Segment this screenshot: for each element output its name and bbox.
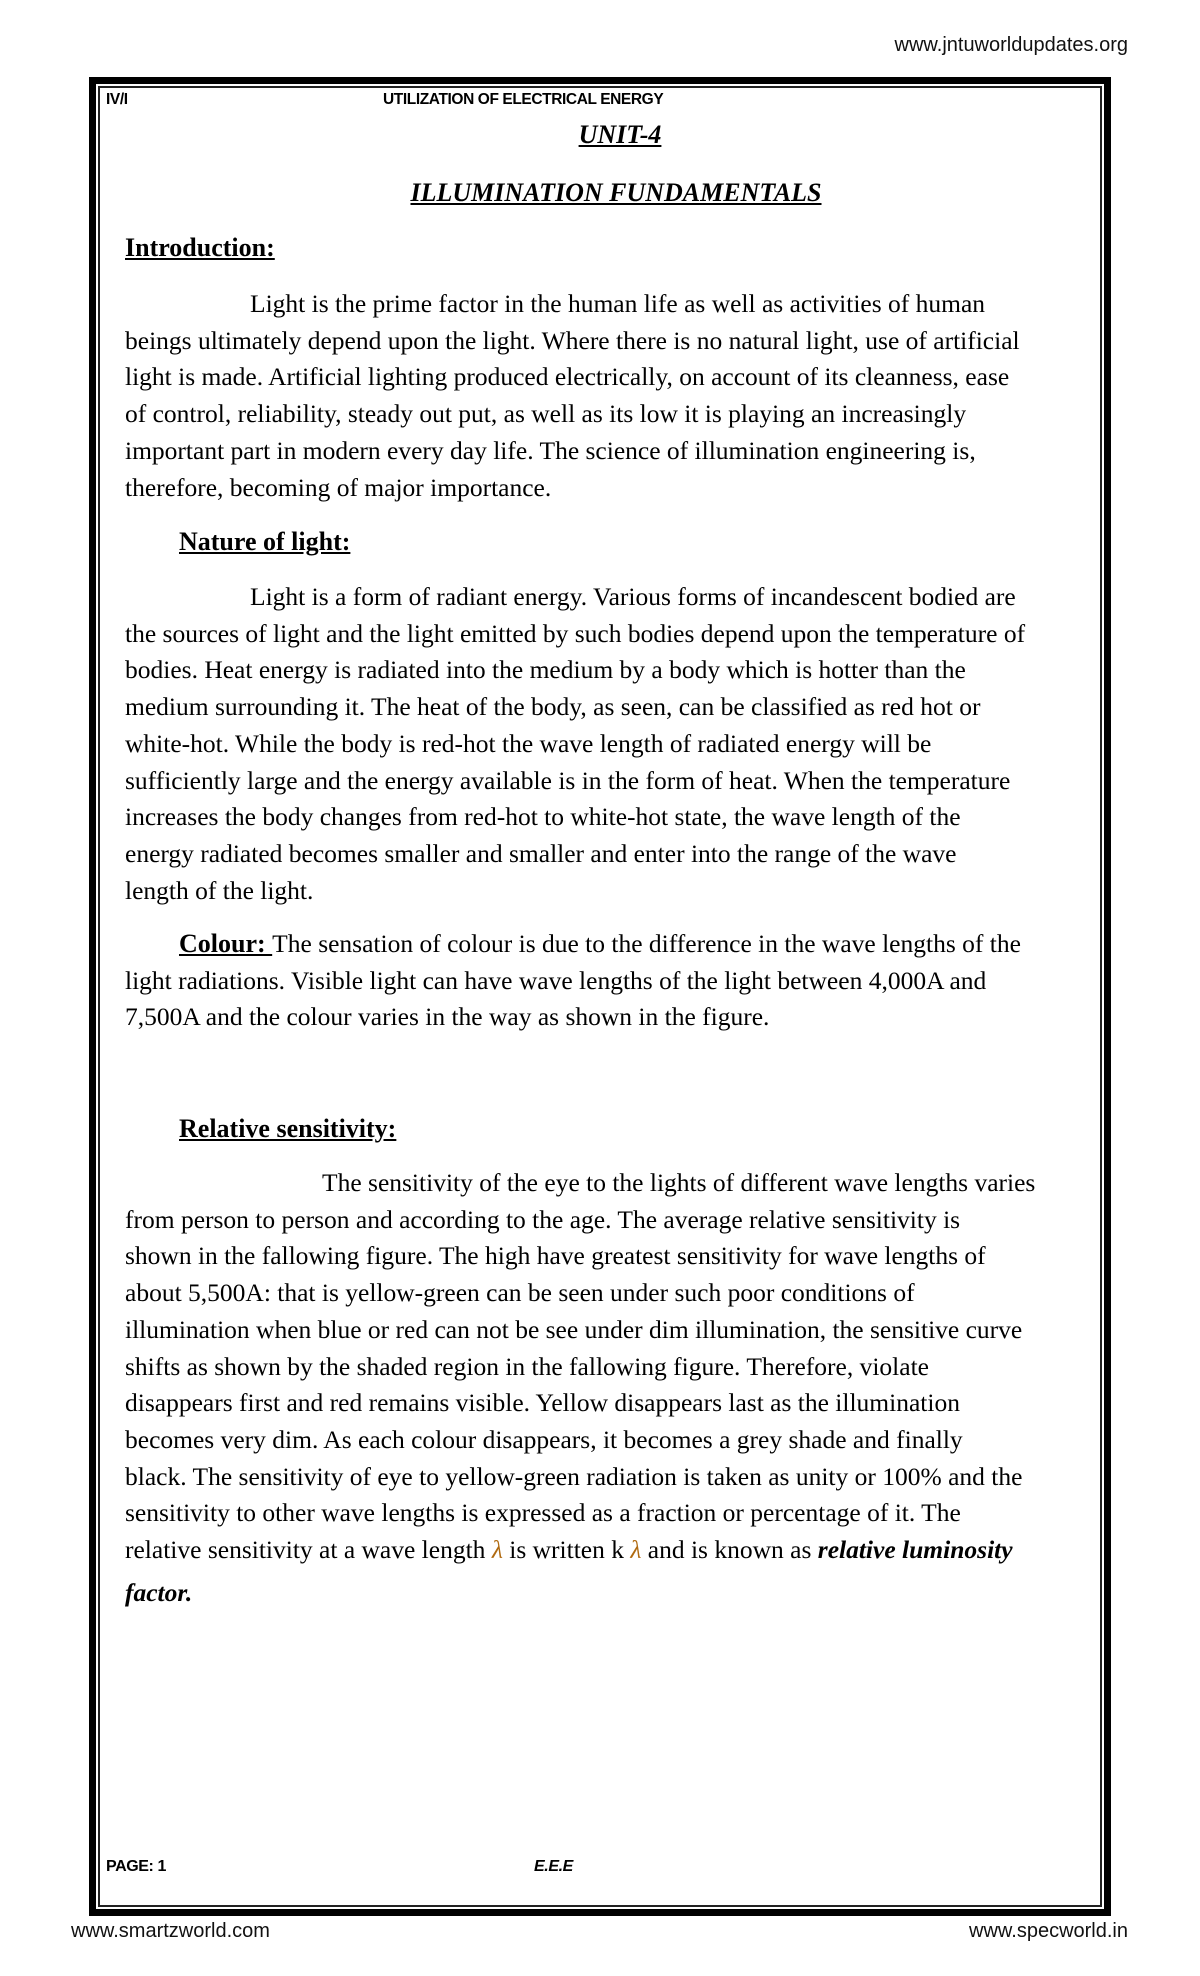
watermark-bottom-left: www.smartzworld.com [71,1920,270,1942]
text-line: length of the light. [125,875,314,905]
text-line: increases the body changes from red-hot to white-hot state, the wave length of the [125,802,961,832]
colour-text: The sensation of colour is due to the difference in the wave lengths of the [272,929,1021,958]
heading-introduction: Introduction: [125,233,275,262]
text-segment: is written k [502,1535,631,1565]
text-line: important part in modern every day life. The science of illumination engineering is, [125,435,976,465]
text-line: The sensitivity of the eye to the lights of different wave lengths varies [322,1168,1036,1197]
text-line: beings ultimately depend upon the light. Where there is no natural light, use of artificial [125,325,1020,355]
footer-department: E.E.E [534,1858,573,1875]
text-line: becomes very dim. As each colour disappears, it becomes a grey shade and finally [125,1424,963,1454]
text-line: the sources of light and the light emitted by such bodies depend upon the temperature of [125,618,1026,648]
term-relative-luminosity: relative luminosity [817,1535,1013,1565]
paragraph-introduction [125,286,1020,506]
text-line: light radiations. Visible light can have wave lengths of the light between 4,000A and [125,965,987,995]
text-line: sufficiently large and the energy available is in the form of heat. When the temperature [125,765,1011,795]
heading-relative-sensitivity: Relative sensitivity: [179,1114,397,1143]
lambda-symbol: λ [491,1535,503,1565]
text-line: shifts as shown by the shaded region in the fallowing figure. Therefore, violate [125,1351,929,1381]
text-line [125,1532,1035,1569]
heading-colour: Colour: [179,929,273,958]
text-line: of control, reliability, steady out put, as well as its low it is playing an increasingly [125,399,967,429]
text-segment: relative sensitivity at a wave length [125,1535,492,1565]
text-line: illumination when blue or red can not be see under dim illumination, the sensitive curve [125,1314,1023,1344]
text-line: sensitivity to other wave lengths is expressed as a fraction or percentage of it. The [125,1498,961,1528]
paragraph-colour [125,926,1021,1036]
text-segment: and is known as [641,1535,818,1565]
watermark-top-right: www.jntuworldupdates.org [894,34,1128,56]
text-line: medium surrounding it. The heat of the body, as seen, can be classified as red hot or [125,692,981,722]
footer-page-number: PAGE: 1 [106,1858,167,1875]
paragraph-nature-of-light [125,579,1025,909]
watermark-bottom-right: www.specworld.in [969,1920,1128,1942]
term-factor: factor. [125,1577,193,1607]
text-line: 7,500A and the colour varies in the way as shown in the figure. [125,1002,770,1032]
paragraph-relative-sensitivity [125,1165,1035,1611]
lambda-symbol: λ [630,1535,642,1565]
text-line: shown in the fallowing figure. The high have greatest sensitivity for wave lengths of [125,1241,986,1271]
text-line: energy radiated becomes smaller and smaller and enter into the range of the wave [125,838,957,868]
text-line: black. The sensitivity of eye to yellow-green radiation is taken as unity or 100% and the [125,1461,1023,1491]
text-line [125,926,1021,963]
text-line: disappears first and red remains visible. Yellow disappears last as the illumination [125,1388,960,1418]
text-line: Light is the prime factor in the human life as well as activities of human [250,289,986,318]
text-line: from person to person and according to the age. The average relative sensitivity is [125,1204,961,1234]
text-line: about 5,500A: that is yellow-green can be seen under such poor conditions of [125,1278,915,1308]
header-subject: UTILIZATION OF ELECTRICAL ENERGY [383,91,664,108]
chapter-title: ILLUMINATION FUNDAMENTALS [410,178,822,207]
heading-nature-of-light: Nature of light: [179,527,351,556]
text-line: Light is a form of radiant energy. Various forms of incandescent bodied are [250,582,1016,611]
text-line: white-hot. While the body is red-hot the wave length of radiated energy will be [125,728,932,758]
unit-title: UNIT-4 [578,120,662,149]
text-line: light is made. Artificial lighting produced electrically, on account of its cleanness, ease [125,362,1010,392]
text-line: therefore, becoming of major importance. [125,472,552,502]
header-semester: IV/I [106,91,128,108]
text-line: bodies. Heat energy is radiated into the medium by a body which is hotter than the [125,655,966,685]
